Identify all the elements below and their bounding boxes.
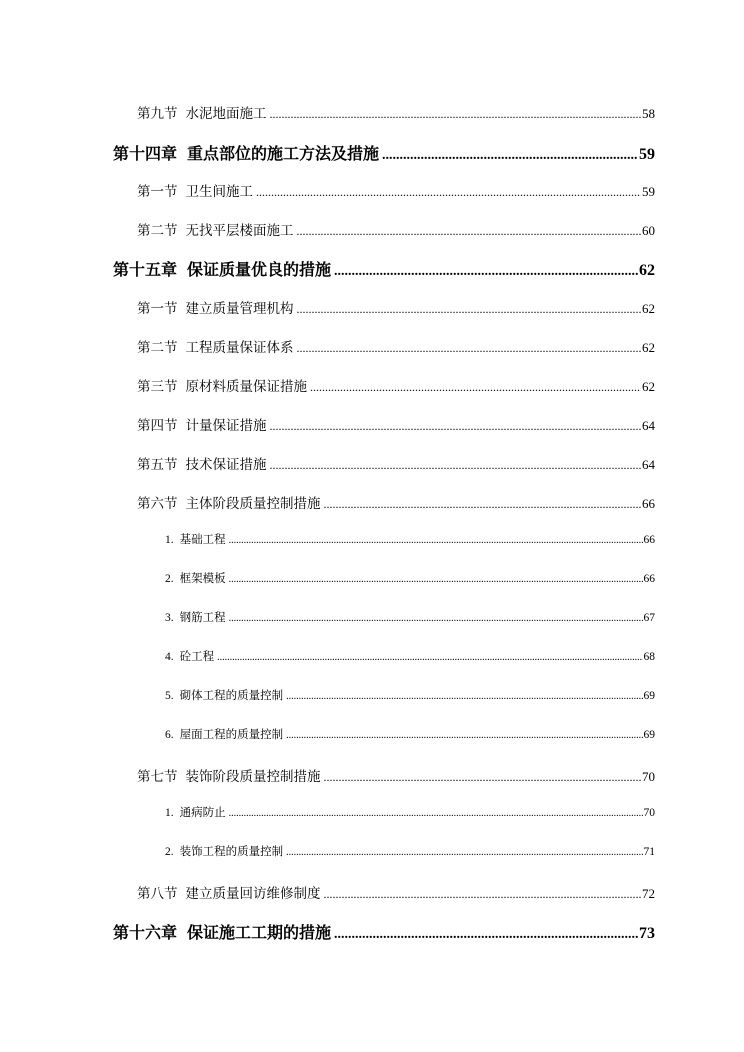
- toc-entry-title: 建立质量回访维修制度: [185, 886, 321, 902]
- toc-entry-label: 第五节: [137, 457, 178, 473]
- toc-entry-title: 装饰阶段质量控制措施: [185, 769, 321, 785]
- dot-leader: [270, 107, 642, 122]
- toc-entry[interactable]: [165, 687, 655, 703]
- toc-entry[interactable]: [137, 102, 655, 122]
- toc-entry[interactable]: [165, 609, 655, 625]
- dot-leader: [217, 652, 642, 663]
- toc-entry-page: 59: [642, 184, 655, 199]
- toc-entry[interactable]: [137, 765, 655, 785]
- toc-entry-title: 无找平层楼面施工: [185, 223, 294, 239]
- toc-entry-title: 建立质量管理机构: [185, 301, 294, 317]
- toc-entry[interactable]: [137, 336, 655, 356]
- toc-entry-page: 66: [642, 496, 655, 511]
- toc-entry-label: 1.: [165, 807, 174, 819]
- dot-leader: [324, 497, 642, 512]
- toc-entry[interactable]: [137, 219, 655, 239]
- toc-entry-title: 装饰工程的质量控制: [179, 844, 284, 858]
- toc-entry-label: 2.: [165, 846, 174, 858]
- toc-entry-page: 64: [642, 418, 655, 433]
- toc-entry-label: 第一节: [137, 301, 178, 317]
- toc-entry-title: 计量保证措施: [185, 418, 267, 434]
- toc-entry[interactable]: [113, 257, 655, 280]
- toc-entry-label: 第一节: [137, 184, 178, 200]
- dot-leader: [324, 770, 642, 785]
- toc-entry[interactable]: [137, 414, 655, 434]
- toc-entry[interactable]: [137, 375, 655, 395]
- toc-entry-page: 62: [642, 340, 655, 355]
- toc-entry-title: 工程质量保证体系: [185, 340, 294, 356]
- toc-entry[interactable]: [137, 180, 655, 200]
- dot-leader: [297, 302, 642, 317]
- toc-entry-title: 框架模板: [179, 571, 226, 585]
- toc-entry-title: 技术保证措施: [185, 457, 267, 473]
- toc-entry-label: 2.: [165, 573, 174, 585]
- dot-leader: [229, 574, 643, 585]
- dot-leader: [286, 730, 642, 741]
- toc-entry[interactable]: [165, 804, 655, 820]
- dot-leader: [229, 535, 643, 546]
- toc-entry[interactable]: [137, 297, 655, 317]
- dot-leader: [286, 847, 642, 858]
- dot-leader: [324, 887, 642, 902]
- toc-entry-title: 卫生间施工: [185, 184, 253, 200]
- toc-entry-title: 基础工程: [179, 532, 226, 546]
- toc-entry-page: 67: [643, 612, 655, 624]
- toc-entry-title: 保证施工工期的措施: [187, 923, 332, 942]
- toc-entry-page: 68: [643, 651, 655, 663]
- toc-entry-label: 6.: [165, 729, 174, 741]
- toc-entry-label: 第十六章: [113, 923, 178, 942]
- toc-entry-label: 第九节: [137, 106, 178, 122]
- dot-leader: [334, 264, 638, 280]
- toc-entry-page: 64: [642, 457, 655, 472]
- toc-entry-page: 72: [642, 886, 655, 901]
- toc-entry-page: 73: [639, 925, 655, 942]
- toc-entry[interactable]: [165, 726, 655, 742]
- toc-entry-title: 重点部位的施工方法及措施: [187, 144, 380, 163]
- toc-entry[interactable]: [165, 531, 655, 547]
- toc-entry-label: 第三节: [137, 379, 178, 395]
- toc-entry-label: 第六节: [137, 496, 178, 512]
- dot-leader: [310, 380, 641, 395]
- toc-entry-page: 66: [643, 534, 655, 546]
- toc-entry-title: 钢筋工程: [179, 610, 226, 624]
- toc-entry-title: 水泥地面施工: [185, 106, 267, 122]
- toc-entry-title: 通病防止: [179, 805, 226, 819]
- toc-entry-page: 62: [642, 379, 655, 394]
- toc-entry-page: 69: [643, 690, 655, 702]
- toc-entry[interactable]: [165, 570, 655, 586]
- dot-leader: [286, 691, 642, 702]
- toc-entry[interactable]: [137, 492, 655, 512]
- toc-entry[interactable]: [137, 453, 655, 473]
- dot-leader: [297, 341, 642, 356]
- toc-entry-title: 主体阶段质量控制措施: [185, 496, 321, 512]
- toc-entry[interactable]: [113, 141, 655, 164]
- dot-leader: [382, 148, 638, 164]
- toc-entry-label: 第十五章: [113, 260, 178, 279]
- toc-entry[interactable]: [113, 920, 655, 943]
- toc-entry[interactable]: [165, 648, 655, 664]
- toc-entry-page: 70: [643, 807, 655, 819]
- toc-entry-page: 62: [639, 262, 655, 279]
- toc-entry-label: 第七节: [137, 769, 178, 785]
- toc-entry-page: 66: [643, 573, 655, 585]
- toc-entry-label: 5.: [165, 690, 174, 702]
- toc-entry-page: 71: [643, 846, 655, 858]
- dot-leader: [297, 224, 642, 239]
- toc-entry-page: 69: [643, 729, 655, 741]
- dot-leader: [229, 613, 643, 624]
- dot-leader: [256, 185, 641, 200]
- toc-entry-title: 砌体工程的质量控制: [179, 688, 284, 702]
- toc-entry[interactable]: [165, 843, 655, 859]
- toc-entry-page: 58: [642, 106, 655, 121]
- dot-leader: [270, 419, 642, 434]
- toc-entry-title: 屋面工程的质量控制: [179, 727, 284, 741]
- toc-entry-title: 砼工程: [179, 649, 215, 663]
- toc-entry-label: 第二节: [137, 223, 178, 239]
- toc-entry-page: 62: [642, 301, 655, 316]
- dot-leader: [334, 927, 638, 943]
- toc-entry-title: 保证质量优良的措施: [187, 260, 332, 279]
- toc-entry-label: 第八节: [137, 886, 178, 902]
- toc-entry-page: 70: [642, 769, 655, 784]
- toc-entry-label: 3.: [165, 612, 174, 624]
- dot-leader: [270, 458, 642, 473]
- toc-entry[interactable]: [137, 882, 655, 902]
- toc-entry-label: 第二节: [137, 340, 178, 356]
- toc-entry-title: 原材料质量保证措施: [185, 379, 307, 395]
- toc-entry-page: 60: [642, 223, 655, 238]
- toc-entry-label: 1.: [165, 534, 174, 546]
- dot-leader: [229, 808, 643, 819]
- toc-entry-page: 59: [639, 146, 655, 163]
- toc-entry-label: 第四节: [137, 418, 178, 434]
- toc-entry-label: 第十四章: [113, 144, 178, 163]
- toc-entry-label: 4.: [165, 651, 174, 663]
